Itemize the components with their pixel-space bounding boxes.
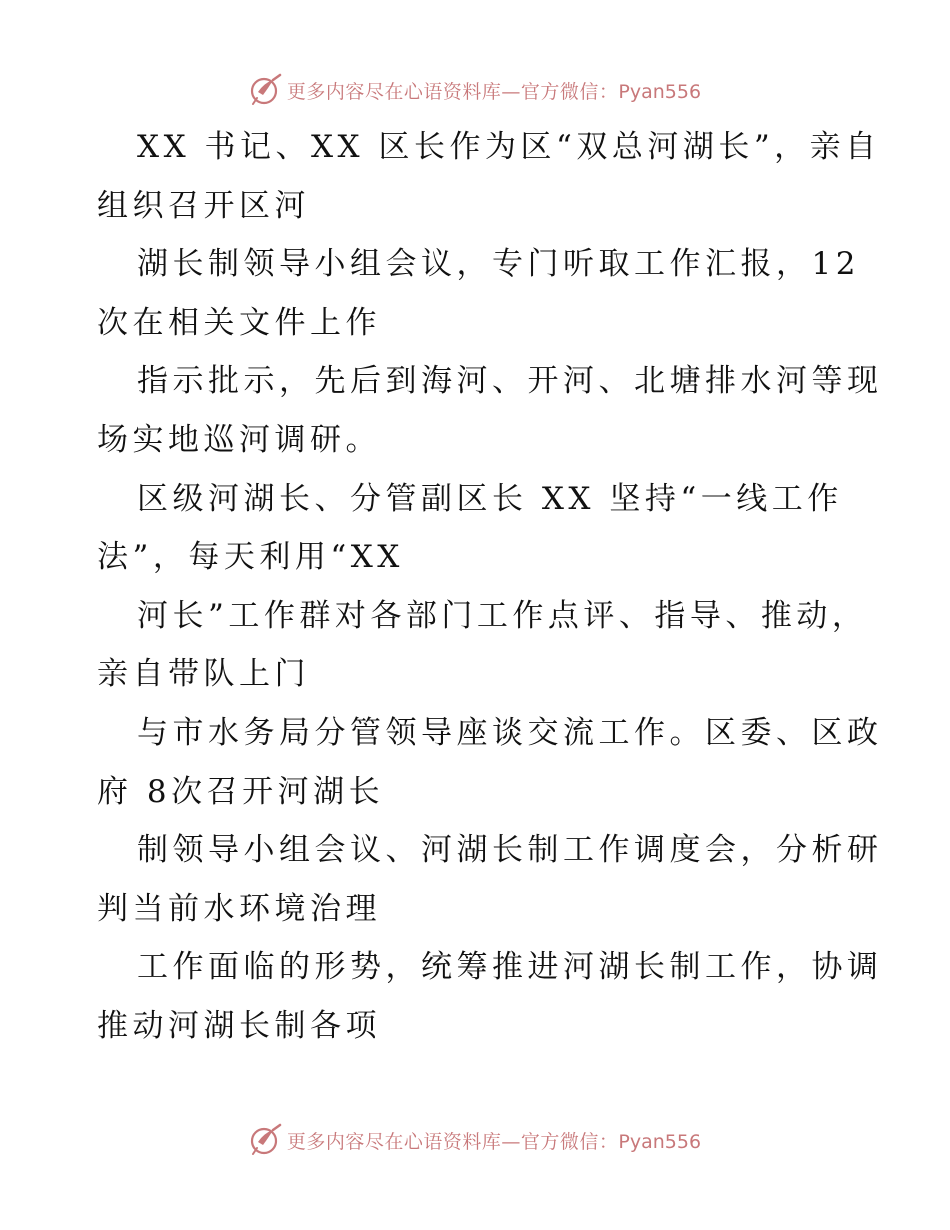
text-line: 场实地巡河调研。	[97, 421, 381, 458]
text-line: 湖长制领导小组会议，专门听取工作汇报，12	[137, 246, 860, 283]
header-watermark	[0, 70, 950, 110]
text-line: 区级河湖长、分管副区长 XX 坚持“一线工作	[137, 480, 843, 517]
text-line: 次在相关文件上作	[97, 304, 381, 341]
text-line: XX 书记、XX 区长作为区“双总河湖长”，亲自	[137, 129, 881, 165]
text-line: 与市水务局分管领导座谈交流工作。区委、区政	[137, 714, 883, 751]
text-line: 推动河湖长制各项	[97, 1007, 381, 1044]
footer-watermark	[0, 1120, 950, 1160]
text-line: 制领导小组会议、河湖长制工作调度会，分析研	[137, 832, 883, 869]
pen-circle-logo-icon	[249, 73, 283, 107]
text-line: 工作面临的形势，统筹推进河湖长制工作，协调	[137, 949, 883, 986]
text-line: 组织召开区河	[97, 187, 310, 224]
text-line: 府 8次召开河湖长	[97, 773, 385, 810]
watermark-text: 更多内容尽在心语资料库—官方微信：Pyan556	[286, 1130, 702, 1153]
watermark-text: 更多内容尽在心语资料库—官方微信：Pyan556	[286, 80, 702, 103]
text-line: 亲自带队上门	[97, 656, 310, 693]
text-line: 河长”工作群对各部门工作点评、指导、推动，	[137, 597, 868, 634]
text-line: 判当前水环境治理	[97, 890, 381, 927]
text-line: 指示批示，先后到海河、开河、北塘排水河等现	[137, 363, 883, 400]
text-line: 法”，每天利用“XX	[97, 539, 404, 576]
document-body	[97, 118, 883, 1056]
pen-circle-logo-icon	[249, 1123, 283, 1157]
